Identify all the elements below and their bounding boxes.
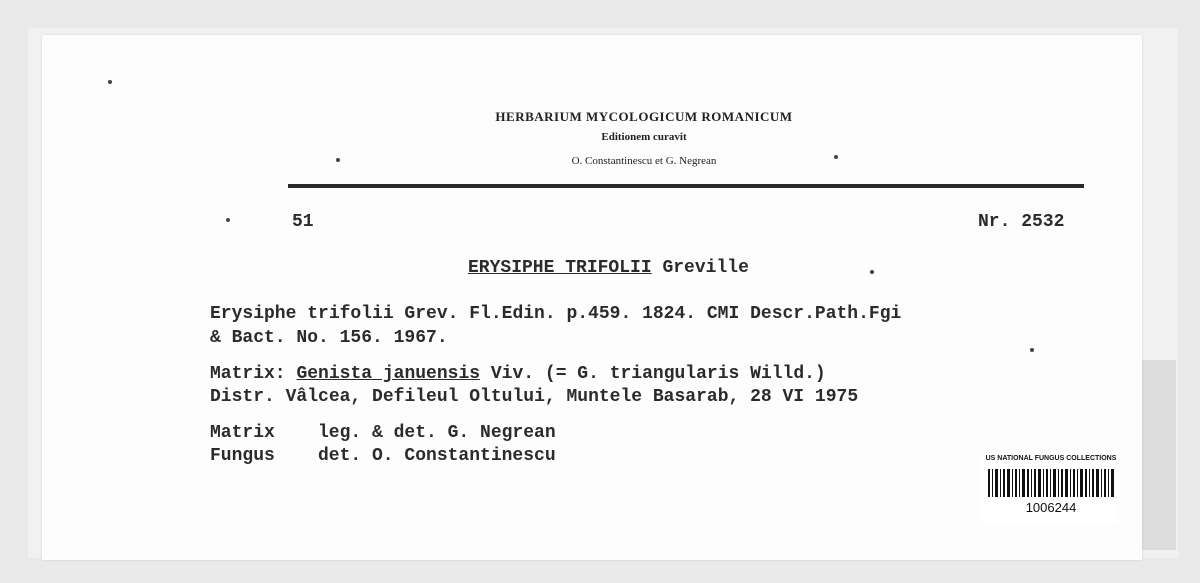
collector-label: Matrix bbox=[210, 423, 275, 443]
host-label: Matrix: bbox=[210, 364, 286, 384]
host-line bbox=[210, 364, 826, 384]
exsiccata-number: 51 bbox=[292, 212, 314, 232]
distribution-line bbox=[210, 387, 858, 407]
barcode-number: 1006244 bbox=[1025, 500, 1077, 515]
species-name bbox=[468, 258, 749, 278]
speck bbox=[834, 155, 838, 159]
speck bbox=[870, 270, 874, 274]
herbarium-subtitle: Editionem curavit bbox=[601, 131, 687, 143]
collector-line bbox=[210, 423, 556, 443]
distribution-value: Vâlcea, Defileul Oltului, Muntele Basarab, 28 VI 1975 bbox=[285, 387, 859, 407]
fungus-label: Fungus bbox=[210, 446, 275, 466]
catalog-number: Nr. 2532 bbox=[978, 212, 1065, 232]
herbarium-editors: O. Constantinescu et G. Negrean bbox=[571, 155, 717, 167]
speck bbox=[1030, 348, 1034, 352]
collector-value: leg. & det. G. Negrean bbox=[318, 423, 556, 443]
header-divider bbox=[288, 184, 1084, 188]
distribution-label: Distr. bbox=[210, 387, 275, 407]
citation-line-1: Erysiphe trifolii Grev. Fl.Edin. p.459. 1824. CMI Descr.Path.Fgi bbox=[210, 304, 902, 324]
host-synonym: Viv. (= G. triangularis Willd.) bbox=[480, 364, 826, 384]
speck bbox=[336, 158, 340, 162]
speck bbox=[226, 218, 230, 222]
fungus-value: det. O. Constantinescu bbox=[318, 446, 556, 466]
species-author: Greville bbox=[662, 258, 749, 278]
host-name: Genista januensis bbox=[296, 364, 481, 384]
citation-line-2: & Bact. No. 156. 1967. bbox=[210, 328, 448, 348]
speck bbox=[108, 80, 112, 84]
barcode-bars bbox=[988, 469, 1114, 497]
background-paper-edge bbox=[1140, 360, 1176, 550]
species-binomial: ERYSIPHE TRIFOLII bbox=[468, 258, 652, 278]
barcode-institution: US NATIONAL FUNGUS COLLECTIONS bbox=[985, 455, 1117, 462]
herbarium-title: HERBARIUM MYCOLOGICUM ROMANICUM bbox=[495, 109, 793, 124]
fungus-line bbox=[210, 446, 556, 466]
